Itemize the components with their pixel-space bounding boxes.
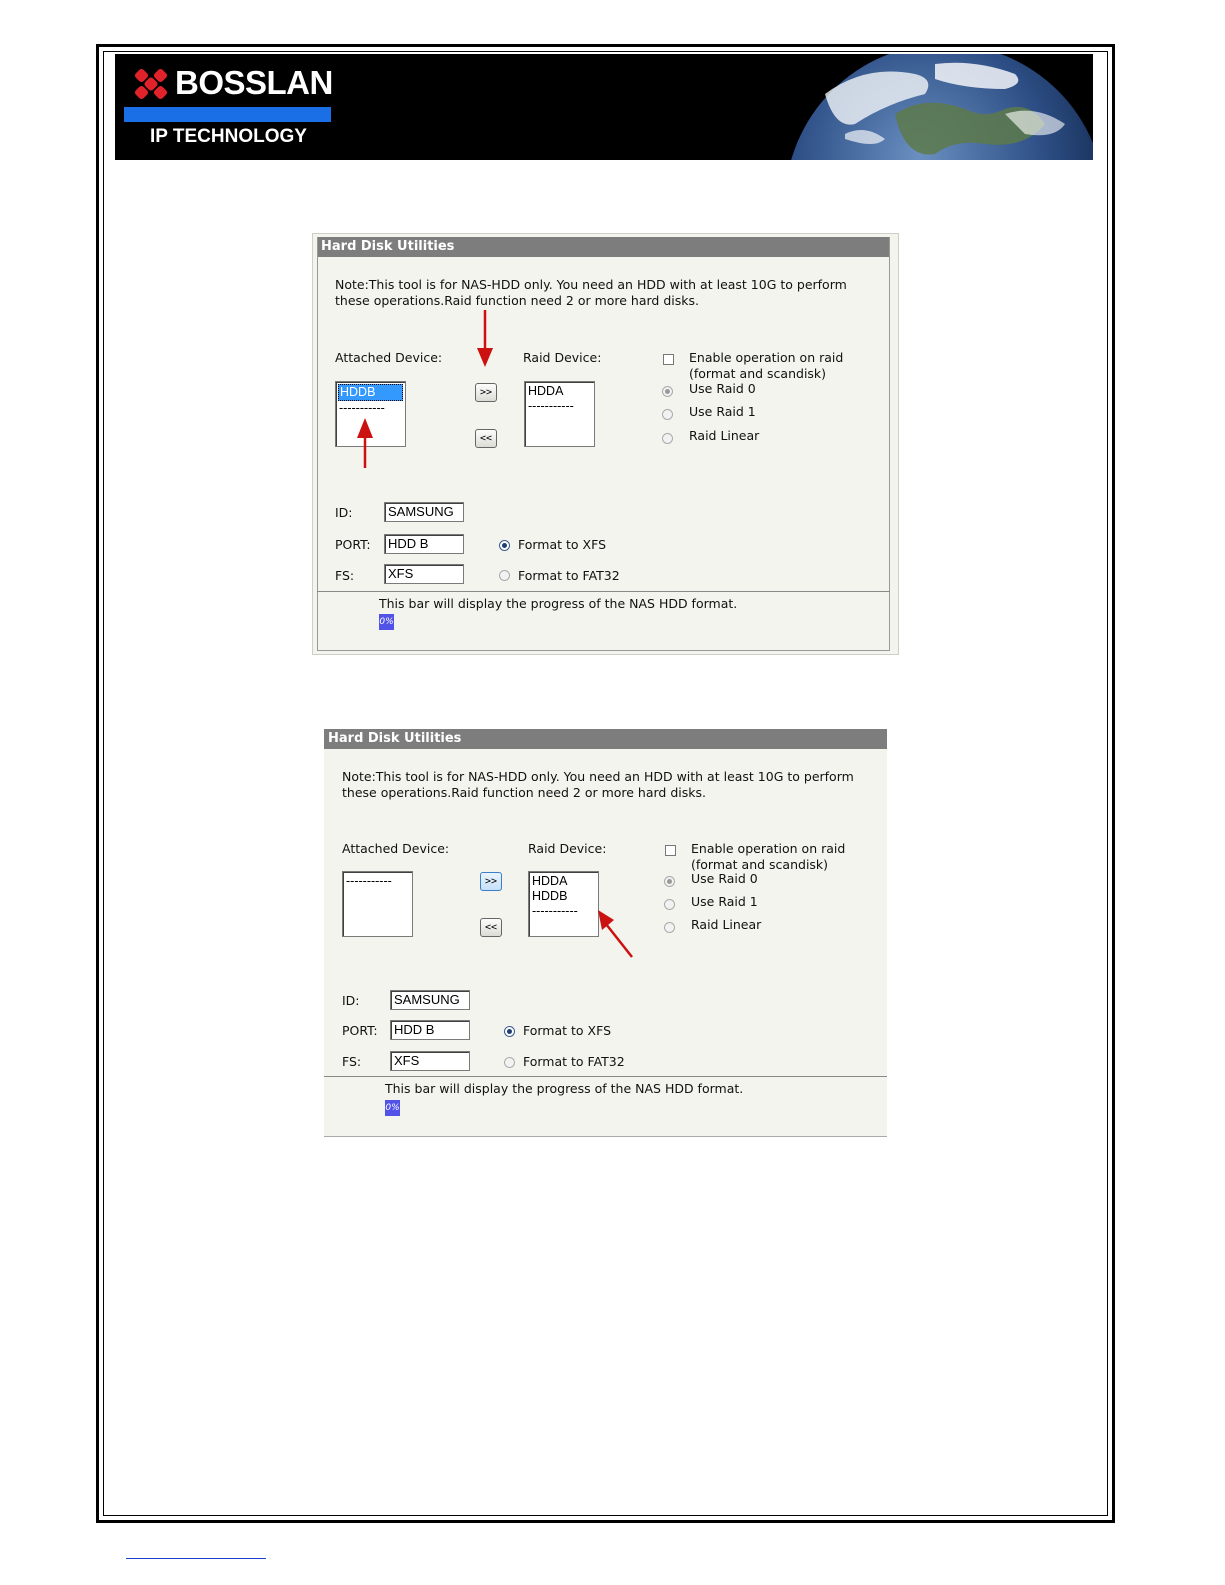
port-field[interactable]: HDD B	[384, 534, 464, 554]
format-xfs-radio[interactable]	[499, 540, 510, 551]
enable-raid-label: Enable operation on raid (format and scandisk)	[691, 841, 846, 872]
progress-bar: 0%	[385, 1100, 400, 1116]
raid-linear-label: Raid Linear	[691, 917, 762, 932]
add-to-raid-button[interactable]: >>	[480, 872, 502, 891]
attached-device-listbox[interactable]	[342, 871, 413, 937]
raid0-label: Use Raid 0	[691, 871, 758, 886]
raid0-radio[interactable]	[662, 386, 673, 397]
panel-divider	[317, 591, 890, 592]
attached-device-label: Attached Device:	[335, 350, 443, 365]
raid-linear-label: Raid Linear	[689, 428, 760, 443]
format-fat32-radio[interactable]	[499, 570, 510, 581]
remove-from-raid-button[interactable]: <<	[480, 918, 502, 937]
format-xfs-label: Format to XFS	[523, 1023, 612, 1038]
panel-divider	[324, 1076, 887, 1077]
list-item[interactable]: HDDB	[532, 889, 568, 903]
format-xfs-radio[interactable]	[504, 1026, 515, 1037]
raid-device-listbox[interactable]	[524, 381, 595, 447]
logo-tagline: IP TECHNOLOGY	[150, 126, 307, 147]
list-item[interactable]: HDDB	[338, 384, 403, 401]
format-fat32-radio[interactable]	[504, 1057, 515, 1068]
panel-title: Hard Disk Utilities	[317, 237, 890, 257]
raid1-label: Use Raid 1	[691, 894, 758, 909]
progress-text: This bar will display the progress of the NAS HDD format.	[385, 1081, 744, 1096]
panel-note: Note:This tool is for NAS-HDD only. You need an HDD with at least 10G to perform these operations.Raid function need 2 or more hard disks.	[335, 277, 847, 308]
logo-name: BOSSLAN	[175, 64, 333, 101]
annotation-arrow-diagonal-icon	[596, 908, 636, 960]
raid1-radio[interactable]	[662, 409, 673, 420]
raid-device-label: Raid Device:	[528, 841, 607, 856]
fs-field[interactable]: XFS	[384, 564, 464, 584]
raid-linear-radio[interactable]	[662, 433, 673, 444]
annotation-arrow-down-icon	[476, 310, 496, 370]
id-label: ID:	[335, 505, 353, 520]
annotation-arrow-up-icon	[356, 418, 376, 470]
raid-device-label: Raid Device:	[523, 350, 602, 365]
enable-raid-checkbox[interactable]	[663, 354, 674, 365]
list-item[interactable]: -----------	[339, 401, 385, 415]
raid0-label: Use Raid 0	[689, 381, 756, 396]
list-item[interactable]: HDDA	[528, 384, 564, 398]
list-item[interactable]: -----------	[532, 904, 578, 918]
format-fat32-label: Format to FAT32	[523, 1054, 625, 1069]
panel-note: Note:This tool is for NAS-HDD only. You need an HDD with at least 10G to perform these operations.Raid function need 2 or more hard disks.	[342, 769, 854, 800]
id-label: ID:	[342, 993, 360, 1008]
list-item[interactable]: -----------	[528, 399, 574, 413]
format-fat32-label: Format to FAT32	[518, 568, 620, 583]
logo-blue-bar	[124, 107, 331, 122]
raid1-radio[interactable]	[664, 899, 675, 910]
add-to-raid-button[interactable]: >>	[475, 383, 497, 402]
panel-title: Hard Disk Utilities	[324, 729, 887, 749]
port-label: PORT:	[342, 1023, 378, 1038]
footnote-rule	[126, 1558, 266, 1559]
raid-device-listbox[interactable]	[528, 871, 599, 937]
port-field[interactable]: HDD B	[390, 1020, 470, 1040]
progress-text: This bar will display the progress of the NAS HDD format.	[379, 596, 738, 611]
raid1-label: Use Raid 1	[689, 404, 756, 419]
raid-linear-radio[interactable]	[664, 922, 675, 933]
list-item[interactable]: -----------	[346, 874, 392, 888]
bosslan-logo-icon	[133, 67, 169, 101]
id-field[interactable]: SAMSUNG	[390, 990, 470, 1010]
earth-image	[785, 54, 1093, 160]
fs-field[interactable]: XFS	[390, 1051, 470, 1071]
fs-label: FS:	[335, 568, 355, 583]
list-item[interactable]: HDDA	[532, 874, 568, 888]
progress-bar: 0%	[379, 614, 394, 630]
format-xfs-label: Format to XFS	[518, 537, 607, 552]
fs-label: FS:	[342, 1054, 362, 1069]
enable-raid-checkbox[interactable]	[665, 845, 676, 856]
port-label: PORT:	[335, 537, 371, 552]
attached-device-label: Attached Device:	[342, 841, 450, 856]
remove-from-raid-button[interactable]: <<	[475, 429, 497, 448]
id-field[interactable]: SAMSUNG	[384, 502, 464, 522]
raid0-radio[interactable]	[664, 876, 675, 887]
enable-raid-label: Enable operation on raid (format and scandisk)	[689, 350, 844, 381]
